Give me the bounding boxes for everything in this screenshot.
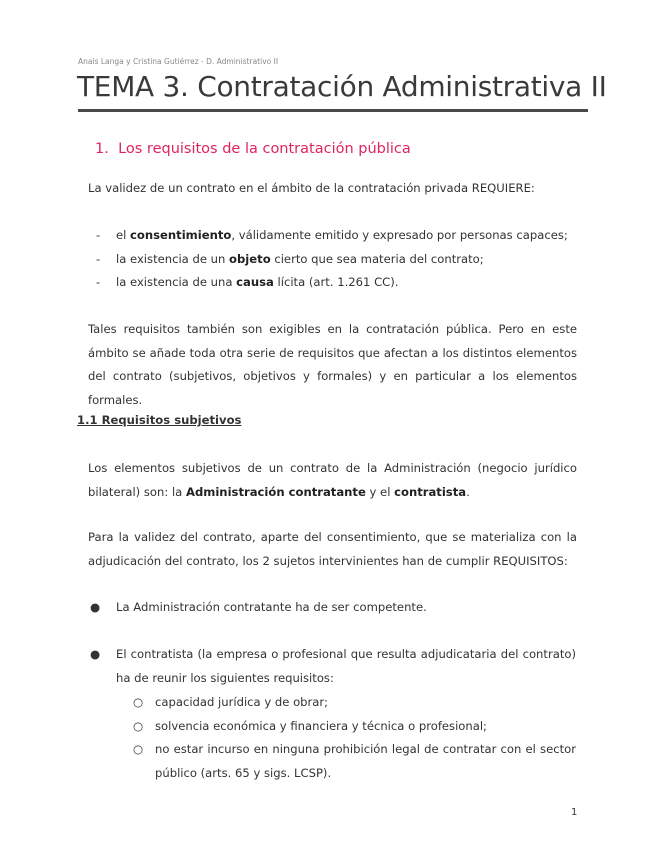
bold-term: causa (236, 275, 274, 289)
bullet-item (90, 643, 576, 690)
page-number: 1 (571, 807, 578, 818)
text: capacidad jurídica y de obrar; (155, 695, 329, 709)
text: y el (365, 484, 395, 499)
text: el (116, 228, 131, 242)
paragraph-3 (88, 457, 577, 504)
text: cierto que sea materia del contrato; (270, 251, 484, 266)
text: Los elementos subjetivos de un contrato de la Administración (negocio jurídico bilateral) son: la (88, 461, 577, 499)
running-header: Anais Langa y Cristina Gutiérrez - D. Administrativo II (78, 57, 279, 66)
text: no estar incurso en ninguna prohibición legal de contratar con el sector público (arts. 65 y sigs. LCSP). (155, 742, 576, 780)
text: , válidamente emitido y expresado por personas capaces; (231, 228, 568, 242)
text: El contratista (la empresa o profesional que resulta adjudicataria del contrato) ha de reunir los siguientes requisitos: (116, 647, 576, 685)
page-title: TEMA 3. Contratación Administrativa II (77, 70, 607, 103)
text: . (466, 484, 470, 499)
circle-bullet-icon: ○ (133, 695, 144, 709)
paragraph-4: Para la validez del contrato, aparte del consentimiento, que se materializa con la adjudicación del contrato, los 2 sujetos intervinientes han de cumplir REQUISITOS: (88, 530, 577, 568)
bold-term: Administración contratante (185, 484, 366, 499)
bullet-icon: ● (90, 600, 101, 614)
sub-bullet-item (133, 738, 576, 785)
section-heading (95, 141, 411, 157)
sub-bullet-item (133, 691, 576, 715)
bullet-icon: ● (90, 647, 101, 661)
paragraph-1: La validez de un contrato en el ámbito de la contratación privada REQUIERE: (88, 181, 535, 195)
circle-bullet-icon: ○ (133, 742, 144, 756)
text: La Administración contratante ha de ser competente. (116, 600, 427, 614)
text: solvencia económica y financiera y técnica o profesional; (155, 718, 487, 733)
subsection-heading: 1.1 Requisitos subjetivos (77, 413, 242, 427)
bold-term: contratista (394, 484, 467, 499)
bold-term: consentimiento (130, 228, 232, 242)
section-number: 1. (95, 141, 109, 157)
text: la existencia de un (116, 251, 230, 266)
bold-term: objeto (229, 251, 271, 266)
dash-list (96, 224, 576, 295)
section-title: Los requisitos de la contratación pública (118, 141, 411, 157)
bullet-item (90, 596, 576, 620)
list-item: - el consentimiento, válidamente emitido y expresado por personas capaces; (96, 228, 568, 242)
paragraph-2: Tales requisitos también son exigibles en la contratación pública. Pero en este ámbito se añade toda otra serie de requisitos que afectan a los distintos elementos del contrato (subjetivos, objetivos y formales) y en particular a los elementos formales. (88, 322, 577, 407)
title-rule (78, 109, 588, 112)
sub-bullet-list (133, 691, 576, 785)
list-item: - la existencia de una causa lícita (art. 1.261 CC). (96, 275, 399, 289)
text: la existencia de una (116, 275, 237, 289)
sub-bullet-item (133, 715, 576, 739)
circle-bullet-icon: ○ (133, 718, 144, 733)
list-item: - la existencia de un objeto cierto que sea materia del contrato; (96, 251, 484, 266)
text: lícita (art. 1.261 CC). (273, 275, 399, 289)
